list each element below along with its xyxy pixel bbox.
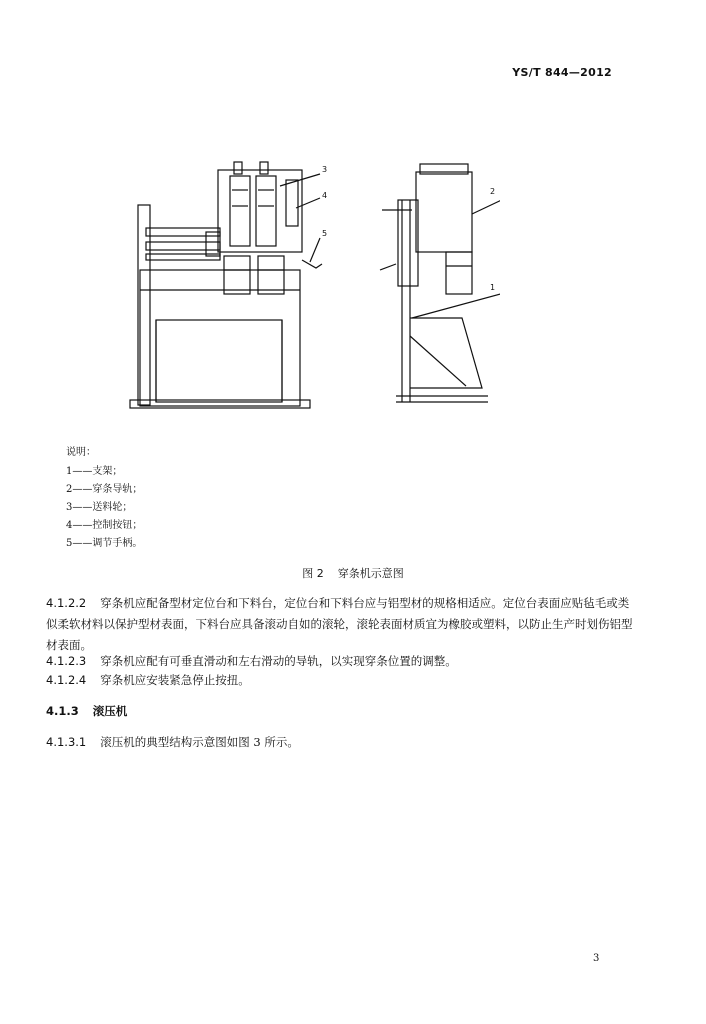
page-number: 3 (593, 953, 600, 964)
figure-caption (0, 565, 706, 581)
callout-1: 1 (490, 283, 496, 292)
legend-item: 4——控制按钮； (66, 520, 143, 531)
callout-5: 5 (322, 229, 328, 238)
clause-text: 滚压机的典型结构示意图如图 3 所示。 (100, 735, 299, 749)
clause-4-1-3-1 (46, 732, 636, 753)
figure-legend (66, 444, 142, 553)
clause-4-1-2-2 (46, 593, 636, 656)
figure-number: 图 2 (302, 567, 324, 580)
standard-code: YS/T 844—2012 (512, 66, 612, 79)
clause-number: 4.1.3.1 (46, 735, 87, 749)
threading-machine-diagram (120, 150, 500, 415)
clause-text: 穿条机应配备型材定位台和下料台，定位台和下料台应与铝型材的规格相适应。定位台表面应贴毡毛或类似柔软材料以保护型材表面，下料台应具备滚动自如的滚轮，滚轮表面材质宜为橡胶或塑料，以防止生产时划伤铝型材表面。 (46, 596, 633, 652)
callout-2: 2 (490, 187, 496, 196)
legend-item: 1——支架； (66, 466, 123, 477)
clause-number: 4.1.2.3 (46, 654, 87, 668)
legend-item: 2——穿条导轨； (66, 484, 143, 495)
clause-number: 4.1.2.4 (46, 673, 87, 687)
callout-4: 4 (322, 191, 328, 200)
clause-number: 4.1.2.2 (46, 596, 87, 610)
clause-text: 穿条机应配有可垂直滑动和左右滑动的导轨，以实现穿条位置的调整。 (100, 654, 457, 668)
clause-4-1-2-3 (46, 651, 636, 672)
clause-4-1-2-4 (46, 670, 636, 691)
section-title: 滚压机 (92, 704, 128, 718)
legend-item: 3——送料轮； (66, 502, 133, 513)
callout-3: 3 (322, 165, 328, 174)
legend-item: 5——调节手柄。 (66, 538, 143, 549)
section-heading-4-1-3 (46, 701, 636, 722)
legend-title: 说明： (66, 447, 96, 458)
section-number: 4.1.3 (46, 704, 79, 718)
clause-text: 穿条机应安装紧急停止按扭。 (100, 673, 250, 687)
figure-title: 穿条机示意图 (337, 567, 404, 580)
